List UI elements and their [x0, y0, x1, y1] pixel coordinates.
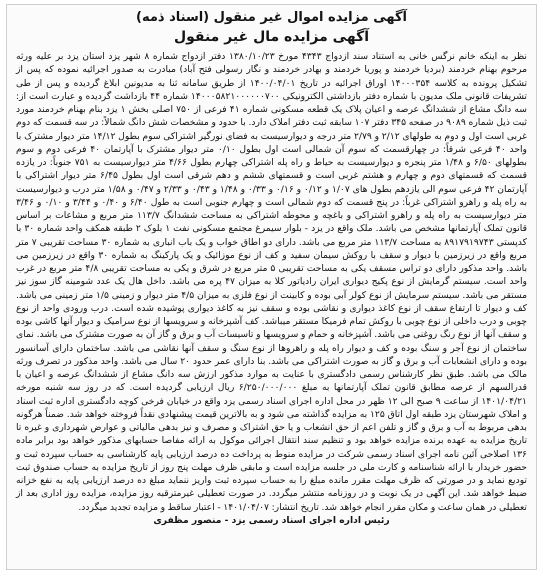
notice-title: آگهی مزایده اموال غیر منقول (اسناد ذمه)	[136, 10, 407, 25]
notice-subtitle: آگهی مزایده مال غیر منقول	[173, 29, 370, 45]
signature-line: رئیس اداره اجرای اسناد رسمی یزد - منصور مظفری	[153, 514, 390, 526]
notice-page	[6, 4, 537, 570]
notice-body: نظر به اینکه خانم نرگس خانی به استناد سند ازدواج ۴۳۴۳ مورخ ۱۳۸۰/۱۰/۲۳ دفتر ازدواج شماره ۸ شهر یزد استان یزد بر علیه ورثه مرحوم بهنام خردمند (بردیا خردمند و پوریا خردمند و بهادر خردمند و نگار رسولی فتح آباد) مبادرت به صدور اجرائیه نموده که پس از تشکیل پرونده به کلاسه ۱۴۰۰۰۳۵۴ اوراق اجرائیه در تاریخ ۱۴۰۰/۰۴/۰۱ از طریق سامانه ثنا به مدیونین ابلاغ گردیده و پس از طی تشریفات قانونی ملک مدیون با شماره دفتر بازداشتی الکترونیکی ۱۴۰۰۰۵۸۲۱۰۰۰۰۰۰۷۰۰ شماره ۴۴ بازداشت گردیده و عبارت است از: سه دانگ مشاع از ششدانگ عرصه و اعیان پلاک یک قطعه مسکونی شماره ۴۱ فرعی از ۷۵۰ اصلی بخش ۱ یزد بنام بهنام خردمند مورد ثبت ذیل شماره ۹۰۸۹ در صفحه ۳۴۵ دفتر ۱۰۷ سابقه ثبت دفتر املاک دارد. با حدود و مشخصات شش دانگ شمالاً: در سه قسمت که دوم غربی است اول و دوم به طولهای ۲/۱۲ و ۲/۷۹ متر درجه و دیوارسیست به فضای نورگیر اشتراکی سوم بطول ۱۴/۱۲ متر دیوار مشترک با واحد ۴۰ فرعی شرقاً: در چهارقسمت که سوم آن شمالی است اول بطول ۰/۱۰ متر دیوار مشترک با آپارتمان ۴۰ فرعی دوم و سوم بطولهای ۶/۵۰ و ۱/۴۸ متر پنجره و دیوارسیست به حیاط و راه پله اشتراکی چهارم بطول ۴/۶۶ متر دیوارسیست به ۷۵۱ جنوباً: در یازده قسمت که قسمتهای دوم و چهارم و هشتم غربی است و قسمتهای ششم و دهم شرقی است اول بطول ۶/۴۵ متر دیوار اشتراکی با آپارتمان ۴۲ فرعی سوم الی یازدهم بطول های ۱/۰۷ و ۰/۱۲ و ۰/۱۶ و ۰/۳۳ و ۱/۴۸ و ۰/۴۳ و ۲/۳۳ و ۰/۴۷ و ۱/۵۸ متر درب و دیوارسیست به راه پله و راهرو اشتراکی غرباً: در پنج قسمت که دوم شمالی است و چهارم جنوبی است به طول ۶/۴۰ و ۰/۴۰ و ۳/۴۴ و ۰/۱۰ و ۳/۴۶ متر دیوارسیست به راه پله و راهرو اشتراکی و باغچه و محوطه اشتراکی به مساحت ششدانگ ۱۱۳/۷ متر مربع و مشاعات بر اساس قانون تملک آپارتمانها مشخص می باشد. ملک واقع در یزد - بلوار سیمرغ مجتمع مسکونی نفت ۱ بلوک ۲ طبقه همکف واحد شماره ۳۰ با کدپستی ۸۹۱۷۹۱۹۷۴۳ به مساحت ۱۱۳/۷ متر مربع می باشد. دارای دو اطاق خواب و یک باب انباری به شماره ۳۰ مساحت تقریبی ۷ متر مربع واقع در زیرزمین با دیوار و سقف با روکش سیمان سفید و کف از نوع موزائیک و یک پارکینگ به شماره ۳۰ واقع در زیرزمین می باشد. واحد مذکور دارای دو تراس مسقف یکی به مساحت تقریبی ۵ متر مربع در شرق و یکی به مساحت تقریبی ۴/۸ متر مربع در غرب واحد است. سیستم گرمایش از نوع پکیج دیواری ایران رادیاتور کلا به میزان ۴۷ پره می باشد. داخل هال یک عدد شومینه گاز سوز نیز مستقر می باشد. سیستم سرمایش از نوع کولر آبی بوده و کابینت از نوع فلزی به میزان ۴/۵ متر دیوار و زمینی ۱/۵ متر زمینی می باشد. کف و دیوار تا ارتفاع سقف از نوع کاغذ دیواری و نقاشی بوده و سقف نیز به کاغذ دیواری پوشیده شده است. درب ورودی واحد از نوع چوبی و درب داخلی از نوع چوبی با روکش تمام فرمیکا مستقر میباشد. کف آشپزخانه و سرویسها از نوع سرامیک و دیوار آنها کاشی بوده و سقف آنها از نوع رنگ روغنی می باشد. آشپزخانه و حمام و سرویسها و تاسیسات آب و برق و گاز آن به صورت مشترک می باشد. نمای ساختمان از نوع آجر و سنگ بوده و کف و دیوار راه پله و راهروها از نوع سنگ و سقف آنها نقاشی می باشد. ساختمان دارای آسانسور بوده و دارای انشعابات آب و برق و گاز به صورت اشتراکی می باشد. بنا دارای عمر حدود ۲۰ سال می باشد. واحد مذکور در تصرف ورثه مالک می باشد. طبق نظر کارشناس رسمی دادگستری با عنایت به موارد مذکور ارزش سه دانگ مشاع از ششدانگ عرصه و اعیان با قدرالسهم از عرصه مطابق قانون تملک آپارتمانها به مبلغ ۶/۲۵۰/۰۰۰/۰۰۰ ریال ارزیابی گردیده است. که در روز سه شنبه مورخه ۱۴۰۱/۰۴/۲۱ از ساعت ۹ صبح الی ۱۲ ظهر در محل اداره اجرای اسناد رسمی یزد واقع در خیابان فرخی کوچه دادگستری اداره ثبت اسناد و املاک شهرستان یزد طبقه اول اتاق ۱۲۵ به مزایده گذاشته می شود و به بالاترین قیمت پیشنهادی نقداً فروخته خواهد شد. ضمناً هرگونه بدهی مربوط به آب و برق و گاز و تلفن اعم از حق انشعاب و یا حق اشتراک و مصرف و نیز بدهی مالیاتی و عوارض شهرداری و غیره تا تاریخ مزایده به عهده برنده مزایده خواهد بود و تنظیم سند انتقال اجرائی موکول به ارائه مفاصا حسابهای مذکور خواهد بود برابر ماده ۱۳۶ اصلاحی آئین نامه اجرای اسناد رسمی شرکت در مزایده منوط به پرداخت ده درصد ارزیابی پایه کارشناسی به حساب سپرده ثبت و حضور خریدار با ارائه شناسنامه و کارت ملی در جلسه مزایده است و مابقی ظرف مهلت پنج روز از تاریخ مزایده به حساب صندوق ثبت تودیع نماید و در صورتی که ظرف مهلت مقرر مانده مبلغ را به حساب سپرده ثبت واریز ننماید مبلغ ده درصد ارزیابی پایه به نفع خزانه ضبط خواهد شد. این آگهی در یک نوبت و در روزنامه منتشر میگردد. در صورت تعطیلی غیرمترقبه روز مزایده، مزایده روز اداری بعد از تعطیلی در همان ساعت و مکان مقرر انجام خواهد شد. تاریخ انتشار: ۱۴۰۱/۰۴/۰۷ - اعتبار ساقط و مزایده تجدید میگردد.	[16, 51, 528, 513]
